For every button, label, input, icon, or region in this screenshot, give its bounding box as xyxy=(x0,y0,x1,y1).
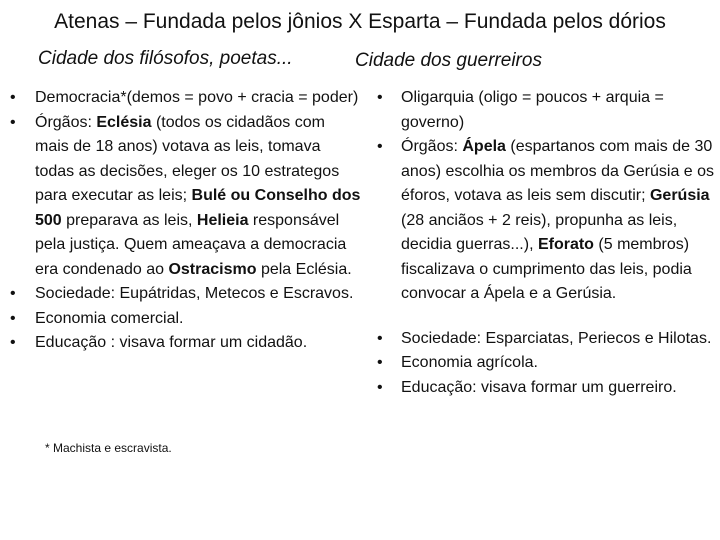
term-bule: Bulé ou Conselho dos 500 xyxy=(35,187,361,229)
sparta-economy: • Economia agrícola. xyxy=(375,351,720,376)
slide-title: Atenas – Fundada pelos jônios X Esparta – Fundada pelos dórios xyxy=(54,10,666,33)
athens-subtitle: Cidade dos filósofos, poetas... xyxy=(38,48,293,69)
sparta-education: • Educação: visava formar um guerreiro. xyxy=(375,376,720,401)
athens-economy: • Economia comercial. xyxy=(8,307,363,332)
term-apela: Ápela xyxy=(462,138,506,155)
sparta-government: • Oligarquia (oligo = poucos + arquia = governo) xyxy=(375,86,720,135)
athens-society: • Sociedade: Eupátridas, Metecos e Escravos. xyxy=(8,282,363,307)
footnote: * Machista e escravista. xyxy=(45,441,172,455)
term-ostracismo: Ostracismo xyxy=(168,260,257,278)
term-eforato: Eforato xyxy=(537,236,594,253)
term-gerusia: Gerúsia xyxy=(649,187,710,204)
athens-education: • Educação : visava formar um cidadão. xyxy=(8,331,363,356)
sparta-subtitle: Cidade dos guerreiros xyxy=(355,50,542,71)
athens-list xyxy=(8,86,363,356)
sparta-society: • Sociedade: Esparciatas, Periecos e Hilotas. xyxy=(375,327,720,352)
athens-organs: • Órgãos: Eclésia (todos os cidadãos com mais de 18 anos) votava as leis, tomava todas as decisões, eleger os 10 estrategos para executar as leis; Bulé ou Conselho dos 500 preparava as leis, Helieia responsável pela justiça. Quem ameaçava a democracia era condenado ao Ostracismo pela Eclésia. xyxy=(8,111,363,283)
athens-government: • Democracia*(demos = povo + cracia = poder) xyxy=(8,86,363,111)
term-eclesia: Eclésia xyxy=(96,113,152,131)
sparta-organs: • Órgãos: Ápela (espartanos com mais de 30 anos) escolhia os membros da Gerúsia e os éforos, votava as leis sem discutir; Gerúsia (28 anciãos + 2 reis), propunha as leis, decidia guerras...), Eforato (5 membros) fiscalizava o cumprimento das leis, podia convocar a Ápela e a Gerúsia. xyxy=(375,135,720,307)
term-helieia: Helieia xyxy=(196,211,249,229)
sparta-list xyxy=(375,86,720,400)
